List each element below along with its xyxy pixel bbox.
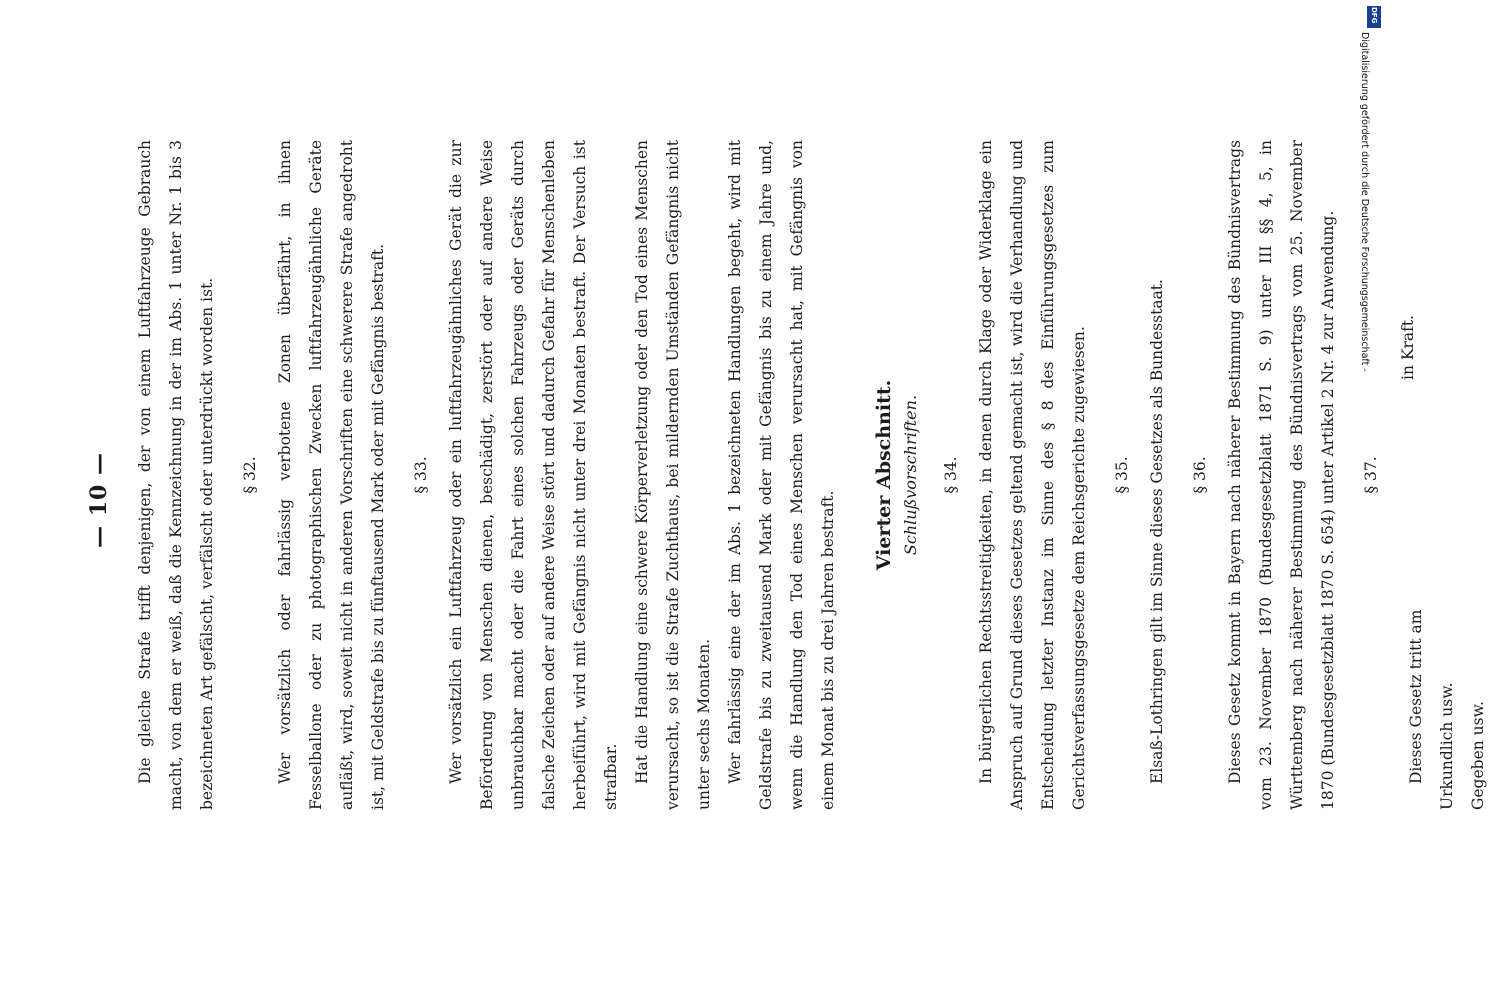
in-kraft-text: in Kraft. [1399, 315, 1417, 380]
page-number: — 10 — [86, 452, 112, 548]
paragraph-33-2: Hat die Handlung eine schwere Körperverletzung oder den Tod eines Menschen verursacht, so ist die Strafe Zuchthaus, bei mildernden Umständen Gefängnis nicht unter sechs Monaten. [633, 140, 713, 810]
digitization-credit: Digitalisierung gefördert durch die Deutsche Forschungsgemeinschaft - [1359, 32, 1370, 372]
section-heading-36: § 36. [1191, 456, 1209, 494]
section-heading-32: § 32. [241, 456, 259, 494]
section-heading-34: § 34. [942, 456, 960, 494]
paragraph-33-3: Wer fahrlässig eine der im Abs. 1 bezeichneten Handlungen begeht, wird mit Geldstrafe bis zu zweitausend Mark oder mit Gefängnis bis zu einem Jahre und, wenn die Handlung den Tod eines Menschen verursacht hat, mit Gefängnis von einem Monat bis zu drei Jahren bestraft. [726, 140, 837, 810]
dfg-logo: DFG [1367, 6, 1381, 28]
section-heading-33: § 33. [412, 456, 430, 494]
paragraph-33-1: Wer vorsätzlich ein Luftfahrzeug oder ein luftfahrzeugähnliches Gerät die zur Beförderung von Menschen dienen, beschädigt, zerstört oder auf andere Weise unbrauchbar macht oder die Fahrt eines solchen Fahrzeugs oder Geräts durch falsche Zeichen oder auf andere Weise stört und dadurch Gefahr für Menschenleben herbeiführt, wird mit Gefängnis nicht unter drei Monaten bestraft. Der Versuch ist strafbar. [447, 140, 620, 810]
part-subtitle: Schlußvorschriften. [901, 394, 920, 556]
paragraph-35: Elsaß-Lothringen gilt im Sinne dieses Gesetzes als Bundesstaat. [1148, 279, 1166, 784]
closing-block [1401, 140, 1494, 810]
paragraph-37: Dieses Gesetz tritt am [1407, 609, 1425, 784]
closing-line-gegeben: Gegeben usw. [1469, 701, 1487, 810]
paragraph-intro: Die gleiche Strafe trifft denjenigen, der von einem Luftfahrzeuge Gebrauch macht, von dem er weiß, daß die Kennzeichnung in der im Abs. 1 unter Nr. 1 bis 3 bezeichneten Art gefälscht, verfälscht oder unterdrückt worden ist. [136, 140, 216, 810]
paragraph-36: Dieses Gesetz kommt in Bayern nach näherer Bestimmung des Bündnisvertrags vom 23. November 1870 (Bundesgesetzblatt 1871 S. 9) unter III §§ 4, 5, in Württemberg nach näherer Bestimmung des Bündnisvertrags vom 25. November 1870 (Bundesgesetzblatt 1870 S. 654) unter Artikel 2 Nr. 4 zur Anwendung. [1226, 140, 1337, 810]
section-heading-35: § 35. [1113, 456, 1131, 494]
paragraph-34: In bürgerlichen Rechtsstreitigkeiten, in denen durch Klage oder Widerklage ein Anspruch auf Grund dieses Gesetzes geltend gemacht ist, wird die Verhandlung und Entscheidung letzter Instanz im Sinne des § 8 des Einführungsgesetzes zum Gerichtsverfassungsgesetze dem Reichsgerichte zugewiesen. [977, 140, 1088, 810]
paragraph-32: Wer vorsätzlich oder fahrlässig verbotene Zonen überfährt, in ihnen Fesselballone oder zu photographischen Zwecken luftfahrzeugähnliche Geräte aufläßt, wird, soweit nicht in anderen Vorschriften eine schwerere Strafe angedroht ist, mit Geldstrafe bis zu fünftausend Mark oder mit Gefängnis bestraft. [276, 140, 387, 810]
document-body [130, 140, 1494, 810]
closing-line-urkundlich: Urkundlich usw. [1438, 682, 1456, 810]
section-heading-37: § 37. [1362, 456, 1380, 494]
part-title: Vierter Abschnitt. [873, 379, 895, 571]
